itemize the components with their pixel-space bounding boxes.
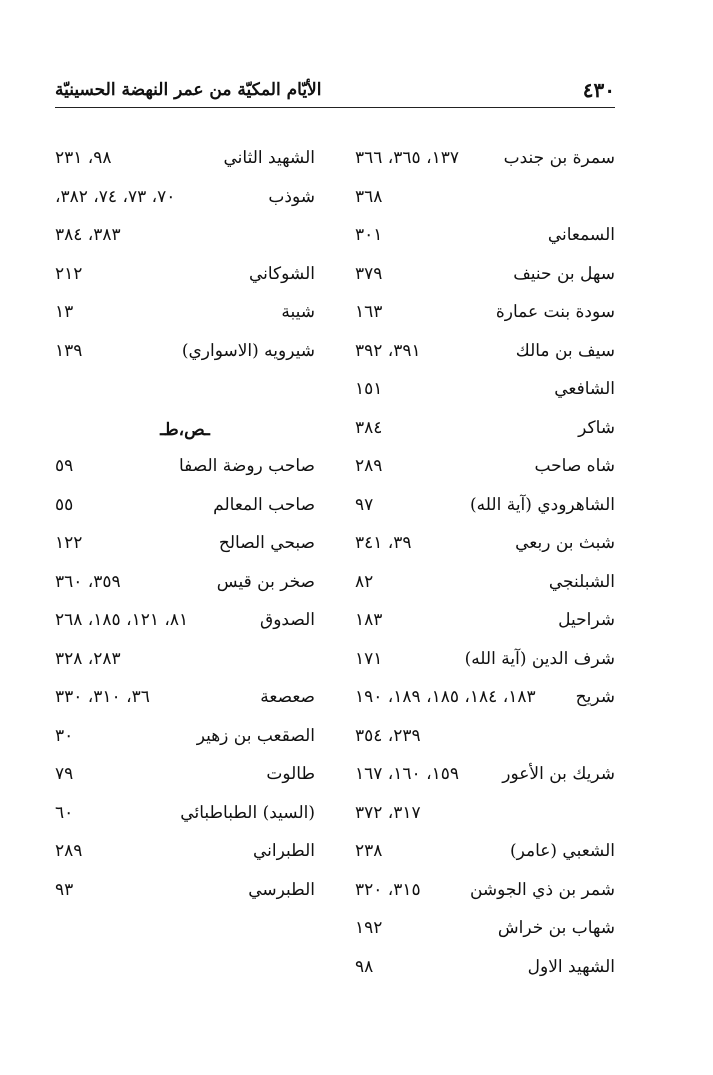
index-entry-name: الطبرسي <box>248 879 315 900</box>
index-entry-name: شريك بن الأعور <box>502 764 615 784</box>
index-entry-name: صاحب روضة الصفا <box>178 456 315 476</box>
index-entry-name: شمر بن ذي الجوشن <box>469 879 615 900</box>
index-entry-pages: ١٩٢ <box>355 918 383 938</box>
index-entry-pages: ٩٨، ٢٣١ <box>55 148 112 168</box>
running-title: الأيّام المكيّة من عمر النهضة الحسينيّة <box>55 80 322 100</box>
index-entry-pages: ٥٥ <box>55 494 74 515</box>
page-header <box>0 68 713 104</box>
index-entry <box>355 179 615 218</box>
index-entry <box>355 217 615 256</box>
page-number: ٤٣٠ <box>582 78 615 102</box>
index-entry-name: الطبراني <box>253 841 315 861</box>
section-heading: ـص،طـ <box>160 419 210 440</box>
index-entry-name: شوذب <box>268 186 315 207</box>
index-entry-name: سيف بن مالك <box>515 340 615 361</box>
index-entry-name: صخر بن قيس <box>216 571 315 592</box>
index-entry-name: شاه صاحب <box>534 456 615 476</box>
index-entry-name: الشوكاني <box>248 263 315 284</box>
index-entry <box>355 718 615 757</box>
header-rule <box>55 107 615 108</box>
index-entry-name: شاكر <box>578 417 615 438</box>
index-entry-name: الصقعب بن زهير <box>196 725 315 746</box>
index-entry-name: شبث بن ربعي <box>515 533 615 553</box>
index-entry-name: الشهيد الثاني <box>223 148 315 168</box>
index-entry-name: الشعبي (عامر) <box>509 841 615 861</box>
index-entry-pages: ٢٣٨ <box>355 841 383 861</box>
index-entry <box>55 756 315 795</box>
index-entry-pages: ٣٦، ٣١٠، ٣٣٠ <box>55 687 150 707</box>
index-entry <box>55 217 315 256</box>
index-entry-pages: ٢١٢ <box>55 263 83 284</box>
index-entry <box>55 679 315 718</box>
index-entry <box>355 949 615 988</box>
index-entry <box>355 564 615 603</box>
index-entry-name: صعصعة <box>260 687 315 707</box>
index-entry <box>55 718 315 757</box>
index-entry-pages: ٧٩ <box>55 764 74 784</box>
index-entry <box>355 641 615 680</box>
index-entry-name: شريح <box>575 687 615 707</box>
index-entry <box>55 256 315 295</box>
index-entry <box>355 371 615 410</box>
index-entry-name: الشافعي <box>554 379 615 399</box>
index-entry <box>355 448 615 487</box>
index-entry-pages: ٣٠١ <box>355 225 383 245</box>
index-entry <box>355 525 615 564</box>
index-entry <box>355 602 615 641</box>
index-entry-pages: ٣٩، ٣٤١ <box>355 533 412 553</box>
index-entry-pages: ٧٠، ٧٣، ٧٤، ٣٨٢، <box>55 186 176 207</box>
index-entry <box>55 333 315 372</box>
index-entry-name: شرف الدين (آية الله) <box>464 648 615 669</box>
index-entry-name: السمعاني <box>547 225 615 245</box>
index-entry <box>55 371 315 410</box>
index-entry <box>355 795 615 834</box>
index-entry-pages: ٢٨٩ <box>55 841 83 861</box>
index-entry-pages: ١٢٢ <box>55 533 83 553</box>
index-entry-pages: ١٧١ <box>355 648 383 669</box>
index-entry <box>355 487 615 526</box>
index-entry-pages: ٢٣٩، ٣٥٤ <box>355 725 421 746</box>
index-entry <box>55 602 315 641</box>
index-entry-name: شيبة <box>281 302 315 322</box>
index-entry-pages: ١٥٩، ١٦٠، ١٦٧ <box>355 764 459 784</box>
index-entry <box>55 179 315 218</box>
index-entry-pages: ٩٨ <box>355 956 374 977</box>
index-entry-name: سودة بنت عمارة <box>495 302 615 322</box>
index-entry-name: (السيد) الطباطبائي <box>180 802 315 823</box>
index-entry <box>55 641 315 680</box>
index-entry-name: الشبلنجي <box>548 571 615 592</box>
index-entry <box>55 294 315 333</box>
index-entry-pages: ٣٠ <box>55 725 74 746</box>
index-entry <box>55 795 315 834</box>
index-entry-pages: ٣٨٣، ٣٨٤ <box>55 225 121 245</box>
index-entry <box>355 833 615 872</box>
index-entry-name: الشاهرودي (آية الله) <box>470 494 615 515</box>
index-entry-name: الصدوق <box>260 610 315 630</box>
index-entry-pages: ١٦٣ <box>355 302 383 322</box>
index-entry-name: شهاب بن خراش <box>497 918 615 938</box>
index-entry <box>55 140 315 179</box>
index-entry-pages: ٣٧٩ <box>355 263 383 284</box>
index-entry-pages: ٨١، ١٢١، ١٨٥، ٢٦٨ <box>55 610 189 630</box>
index-entry <box>55 564 315 603</box>
index-entry <box>355 679 615 718</box>
index-column-right <box>355 140 615 987</box>
index-entry-pages: ٩٣ <box>55 879 74 900</box>
index-column-left <box>55 140 315 910</box>
index-entry-name: صاحب المعالم <box>213 494 315 515</box>
index-entry-pages: ١٥١ <box>355 379 383 399</box>
index-entry-pages: ٨٢ <box>355 571 374 592</box>
index-entry <box>355 410 615 449</box>
index-entry <box>355 294 615 333</box>
index-entry-name: شيرويه (الاسواري) <box>181 340 315 361</box>
index-entry-pages: ١٣٧، ٣٦٥، ٣٦٦ <box>355 148 459 168</box>
index-entry-pages: ٣٦٨ <box>355 186 383 207</box>
index-entry-pages: ٥٩ <box>55 456 74 476</box>
index-entry-name: صبحي الصالح <box>218 533 315 553</box>
index-entry-pages: ٦٠ <box>55 802 74 823</box>
index-entry-pages: ١٨٣، ١٨٤، ١٨٥، ١٨٩، ١٩٠ <box>355 687 536 707</box>
index-entry <box>55 872 315 911</box>
index-entry-pages: ٣٩١، ٣٩٢ <box>355 340 421 361</box>
index-entry-pages: ٣٨٤ <box>355 417 383 438</box>
index-entry-pages: ٣١٥، ٣٢٠ <box>355 879 421 900</box>
index-entry <box>355 256 615 295</box>
index-entry-pages: ١٣ <box>55 302 74 322</box>
index-entry-name: شراحيل <box>558 610 615 630</box>
index-entry-name: سمرة بن جندب <box>503 148 615 168</box>
index-entry-pages: ٢٨٣، ٣٢٨ <box>55 648 121 669</box>
index-entry-pages: ١٨٣ <box>355 610 383 630</box>
index-entry <box>55 487 315 526</box>
index-entry-pages: ٢٨٩ <box>355 456 383 476</box>
index-entry <box>55 525 315 564</box>
index-entry <box>355 333 615 372</box>
index-entry <box>55 833 315 872</box>
index-entry-pages: ٣١٧، ٣٧٢ <box>355 802 421 823</box>
index-entry <box>355 910 615 949</box>
index-entry-name: الشهيد الاول <box>527 956 615 977</box>
index-entry-pages: ٣٥٩، ٣٦٠ <box>55 571 121 592</box>
index-entry <box>355 872 615 911</box>
index-entry-pages: ١٣٩ <box>55 340 83 361</box>
index-entry <box>55 448 315 487</box>
index-entry-name: سهل بن حنيف <box>513 263 615 284</box>
index-entry-name: طالوت <box>266 764 315 784</box>
section-heading-row <box>55 410 315 449</box>
index-entry <box>355 140 615 179</box>
index-entry-pages: ٩٧ <box>355 494 374 515</box>
index-entry <box>355 756 615 795</box>
